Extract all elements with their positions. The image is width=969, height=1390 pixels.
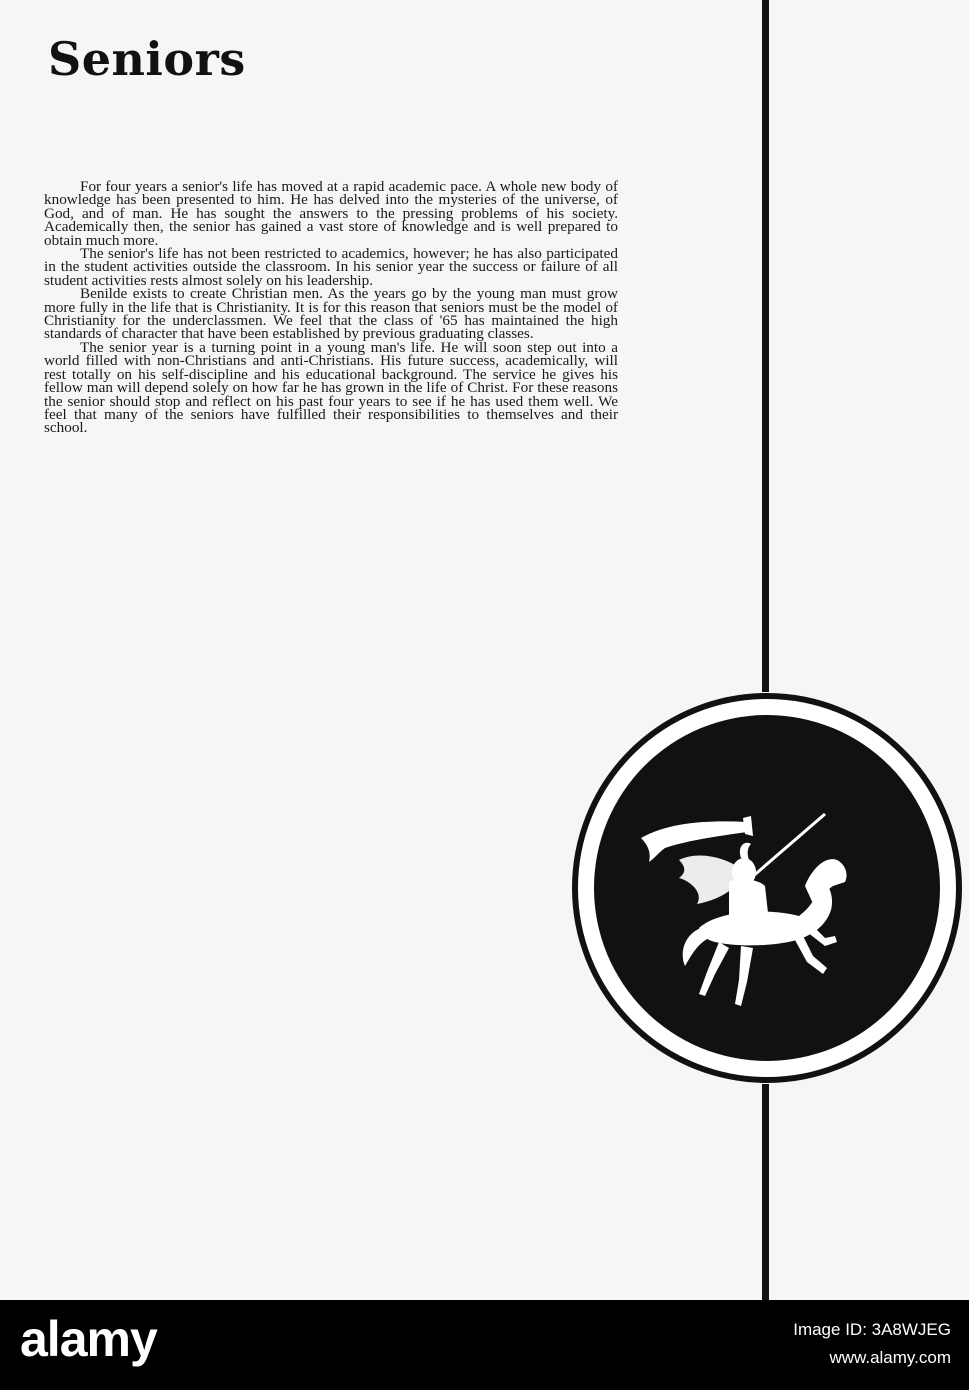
knight-emblem <box>569 690 965 1086</box>
page-title: Seniors <box>48 32 246 86</box>
body-text <box>44 180 618 435</box>
vertical-rule-top <box>762 0 769 692</box>
paragraph-3: Benilde exists to create Christian men. As the years go by the young man must grow more fully in the life that is Christianity. It is for this reason that seniors must be the model of Christianity for the underclassmen. We feel that the class of '65 has maintained the high standards of character that have been established by previous graduating classes. <box>44 285 618 343</box>
watermark-footer <box>0 1300 969 1390</box>
brand-logo: alamy <box>20 1311 157 1367</box>
site-url-label: www.alamy.com <box>829 1348 951 1367</box>
paragraph-1: For four years a senior's life has moved at a rapid academic pace. A whole new body of knowledge has been presented to him. He has delved into the mysteries of the universe, of God, and of man. He has sought the answers to the pressing problems of his society. Academically then, the senior has gained a vast store of knowledge and is well prepared to obtain much more. <box>44 178 618 249</box>
image-id-label: Image ID: 3A8WJEG <box>793 1320 951 1339</box>
paragraph-4: The senior year is a turning point in a young man's life. He will soon step out into a world filled with non-Christians and anti-Christians. His future success, academically, will rest totally on his self-discipline and his educational background. The service he gives his fellow man will depend solely on how far he has grown in the life of Christ. For these reasons the senior should stop and reflect on his past four years to see if he has used them well. We feel that many of the seniors have fulfilled their responsibilities to themselves and their school. <box>44 338 618 437</box>
paragraph-2: The senior's life has not been restricted to academics, however; he has also participated in the student activities outside the classroom. In his senior year the success or failure of all student activities rests almost solely on his leadership. <box>44 245 618 289</box>
vertical-rule-bottom <box>762 1084 769 1300</box>
emblem-inner-disc <box>594 715 940 1061</box>
